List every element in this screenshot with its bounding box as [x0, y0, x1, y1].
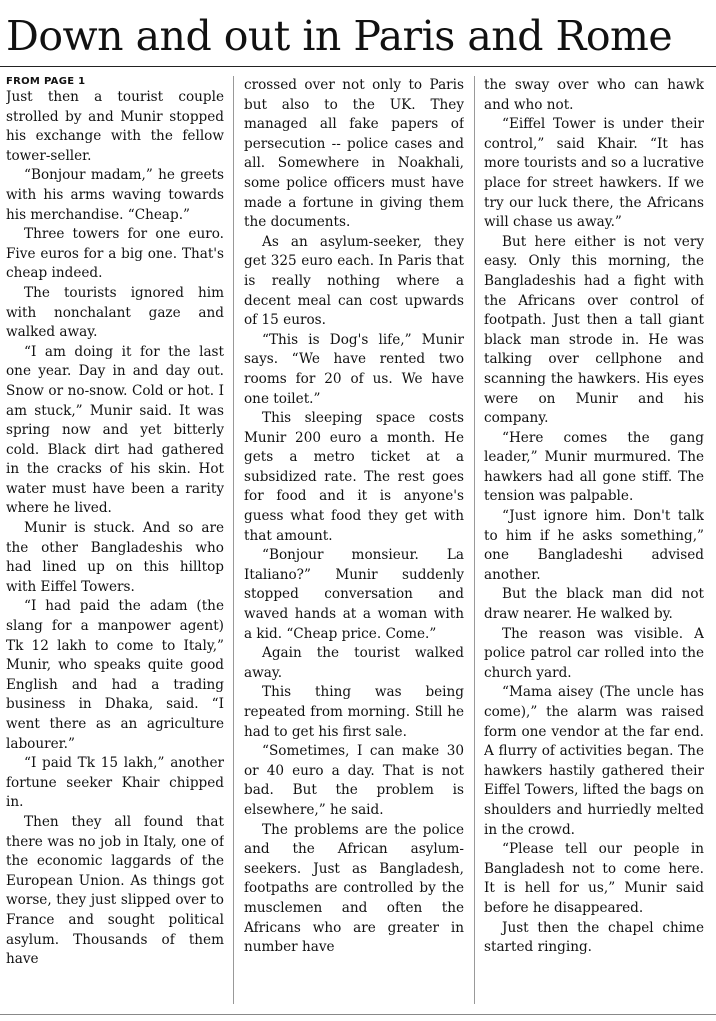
- article-column-1: [6, 76, 224, 1006]
- article-paragraph: “Sometimes, I can make 30 or 40 euro a day. That is not bad. But the problem is elsewhere,” he said.: [244, 743, 464, 818]
- headline-rule: [0, 66, 716, 67]
- article-column-3: [484, 76, 704, 1006]
- article-paragraph: Munir is stuck. And so are the other Bangladeshis who had lined up on this hilltop with Eiffel Towers.: [6, 520, 224, 595]
- article-paragraph: Again the tourist walked away.: [244, 645, 464, 681]
- article-column-2: [244, 76, 464, 1006]
- article-paragraph: “Just ignore him. Don't talk to him if he asks something,” one Bangladeshi advised another.: [484, 508, 704, 583]
- article-paragraph: “Eiffel Tower is under their control,” said Khair. “It has more tourists and so a lucrative place for street hawkers. If we try our luck there, the Africans will chase us away.”: [484, 116, 704, 231]
- article-paragraph: The problems are the police and the African asylum-seekers. Just as Bangladesh, footpaths are controlled by the musclemen and often the Africans who are greater in number have: [244, 821, 464, 956]
- article-paragraph: The reason was visible. A police patrol car rolled into the church yard.: [484, 625, 704, 681]
- article-paragraph: The tourists ignored him with nonchalant gaze and walked away.: [6, 284, 224, 341]
- article-paragraph: This sleeping space costs Munir 200 euro a month. He gets a metro ticket at a subsidized rate. The rest goes for food and it is anyone's guess what food they get with that amount.: [244, 410, 464, 544]
- column-divider: [233, 76, 234, 1004]
- article-paragraph: “Bonjour monsieur. La Italiano?” Munir suddenly stopped conversation and waved hands at a woman with a kid. “Cheap price. Come.”: [244, 547, 464, 642]
- article-paragraph: This thing was being repeated from morning. Still he had to get his first sale.: [244, 684, 464, 740]
- column-divider: [474, 76, 475, 1004]
- article-paragraph: “Please tell our people in Bangladesh not to come here. It is hell for us,” Munir said before he disappeared.: [484, 841, 704, 916]
- article-paragraph: “Here comes the gang leader,” Munir murmured. The hawkers had all gone stiff. The tension was palpable.: [484, 429, 704, 505]
- article-paragraph: “I am doing it for the last one year. Day in and day out. Snow or no-snow. Cold or hot. I am stuck,” Munir said. It was spring now and yet bitterly cold. Black dirt had gathered in the cracks of his skin. Hot water must have been a rarity where he lived.: [6, 343, 224, 517]
- article-paragraph: Just then the chapel chime started ringing.: [484, 919, 704, 956]
- headline: Down and out in Paris and Rome: [6, 12, 673, 60]
- article-paragraph: As an asylum-seeker, they get 325 euro each. In Paris that is really nothing where a decent meal can cost upwards of 15 euros.: [244, 233, 464, 329]
- article-paragraph: “Mama aisey (The uncle has come),” the alarm was raised form one vendor at the far end. A flurry of activities began. The hawkers hastily gathered their Eiffel Towers, lifted the bags on shoulders and hurriedly melted in the crowd.: [484, 684, 704, 838]
- page-bottom-rule: [0, 1014, 716, 1015]
- article-paragraph: “I had paid the adam (the slang for a manpower agent) Tk 12 lakh to come to Italy,” Munir, who speaks quite good English and had a trading business in Dhaka, said. “I went there as an agriculture labourer.”: [6, 598, 224, 752]
- article-paragraph: “I paid Tk 15 lakh,” another fortune seeker Khair chipped in.: [6, 755, 224, 811]
- article-paragraph: crossed over not only to Paris but also to the UK. They managed all fake papers of persecution -- police cases and all. Somewhere in Noakhali, some police officers must have made a fortune in giving them the documents.: [244, 77, 464, 231]
- article-paragraph: Then they all found that there was no job in Italy, one of the economic laggards of the European Union. As things got worse, they just slipped over to France and sought political asylum. Thousands of them have: [6, 813, 224, 968]
- article-paragraph: “This is Dog's life,” Munir says. “We have rented two rooms for 20 of us. We have one toilet.”: [244, 331, 464, 407]
- article-paragraph: Three towers for one euro. Five euros for a big one. That's cheap indeed.: [6, 226, 224, 282]
- article-paragraph: the sway over who can hawk and who not.: [484, 77, 704, 113]
- article-paragraph: But the black man did not draw nearer. He walked by.: [484, 586, 704, 623]
- article-paragraph: Just then a tourist couple strolled by and Munir stopped his exchange with the fellow tower-seller.: [6, 89, 224, 164]
- article-paragraph: But here either is not very easy. Only this morning, the Bangladeshis had a fight with the Africans over control of footpath. Just then a tall giant black man strode in. He was talking over cellphone and scanning the hawkers. His eyes were on Munir and his company.: [484, 233, 704, 427]
- continuation-kicker: FROM PAGE 1: [6, 76, 86, 87]
- article-paragraph: “Bonjour madam,” he greets with his arms waving towards his merchandise. “Cheap.”: [6, 167, 224, 223]
